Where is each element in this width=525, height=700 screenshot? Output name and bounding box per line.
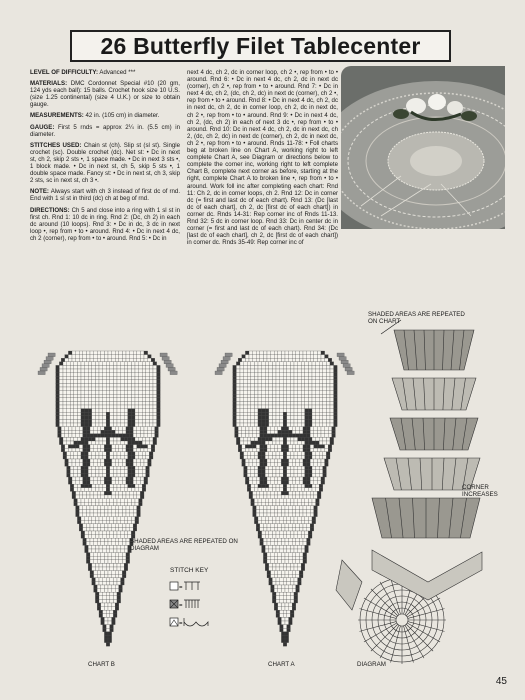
- measurements-value: 42 in. (105 cm) in diameter.: [85, 112, 160, 120]
- stitches-value: Chain st (ch). Slip st (sl st). Single crochet (sc). Double crochet (dc). Net st: • Dc in next st, ch 2, skip 2 sts •, 1 space made. • Dc in next 3 sts •, 1 block made. • Dc in next st, ch 5, skip 5 sts •, 1 double space made. Fancy st: • Dc in next st, ch 3, skip 2 sts, sc in next st, ch 3 •.: [30, 141, 180, 185]
- instructions-column-1: [30, 69, 180, 246]
- stitch-key-symbols: [168, 578, 238, 646]
- materials-label: MATERIALS:: [30, 80, 68, 88]
- note-value: Always start with ch 3 instead of first dc of rnd. End with 1 sl st in third (dc) ch at beg of rnd.: [30, 188, 181, 203]
- shaded-diagram-text: SHADED AREAS ARE REPEATED ON DIAGRAM: [130, 538, 238, 552]
- stitches-paragraph: [30, 142, 180, 185]
- svg-text:=: =: [179, 603, 183, 609]
- photo-tablecenter: [341, 66, 505, 229]
- directions-label: DIRECTIONS:: [30, 206, 70, 214]
- gauge-paragraph: [30, 124, 180, 138]
- chart-a-label: [268, 661, 295, 668]
- stitch-key-text: STITCH KEY: [170, 567, 209, 574]
- note-paragraph: [30, 188, 180, 202]
- stitch-key-label: [170, 567, 208, 574]
- corner-increases-text: CORNER INCREASES: [462, 484, 498, 498]
- svg-text:=: =: [179, 585, 183, 591]
- page-number: 45: [495, 676, 507, 687]
- directions-paragraph: [30, 207, 180, 242]
- level-label: LEVEL OF DIFFICULTY:: [30, 69, 99, 76]
- stitches-label: STITCHES USED:: [30, 141, 82, 149]
- materials-value: DMC Cordonnet Special #10 (20 gm, 124 yds each ball): 15 balls. Crochet hook size 10 U.S. (size 1.25 continental) (size 4 U.K.) or size to obtain gauge.: [30, 80, 180, 109]
- materials-paragraph: [30, 80, 180, 108]
- measurements-paragraph: [30, 112, 180, 119]
- diagram-label: [357, 661, 386, 668]
- measurements-label: MEASUREMENTS:: [30, 112, 84, 120]
- chart-b-label: [88, 661, 115, 668]
- level-value: Advanced ***: [99, 69, 136, 76]
- instructions-column-2: [187, 69, 338, 250]
- directions-value: Ch 5 and close into a ring with 1 sl st in first ch. Rnd 1: 10 dc in ring. Rnd 2: (Dc, ch 2) in each dc around (10 loops). Rnd 3: • Dc in dc, 3 dc in next loop •, rep from • to • around. Rnd 4: • Dc in next 4 dc, ch 2 (corner), rep from • to • around. Rnd 5: • Dc in: [30, 206, 180, 242]
- diagram-text: DIAGRAM: [357, 661, 386, 668]
- shaded-diagram-label: [130, 538, 245, 552]
- gauge-label: GAUGE:: [30, 123, 55, 131]
- shaded-chart-text: SHADED AREAS ARE REPEATED ON CHART: [368, 311, 465, 325]
- directions-continued: next 4 dc, ch 2, dc in corner loop, ch 2 •, rep from • to • around. Rnd 6: • Dc in next 4 dc, ch 2, dc in next dc (corner), ch 2 •, rep from • to • around. Rnd 7: • Dc in next 4 dc, ch 2, (dc, ch 2, dc) in next dc (corner), ch 2 •, rep from • to • around. Rnd 8: • Dc in next 4 dc, ch 2, dc in next dc, ch 2, dc in corner loop, ch 2, dc in next dc, ch 2 •, rep from • to • around. Rnd 9: • Dc in next 4 dc, ch 2, (dc, ch 2) in each of next 3 dc •, rep from • to • around. Rnd 10: Dc in next 4 dc, ch 2, dc in next dc, ch 2, (dc, ch 2, dc) in next dc (corner), ch 2, dc in next dc, ch 2 •, rep from • to • around. Rnds 11-78: • Foll charts beg at broken line on Chart A, working right to left complete Chart A, see Diagram or directions below to complete the corner inc, working right to left complete Chart B, complete next corner as before, starting at the right, complete Chart A to broken line •, rep from • to • around. Work foll inc after completing each chart: Rnd 11: Ch 2, dc in corner loops, ch 2. Rnd 12: Dc in corner dc (= first and last dc of each chart). Rnd 13: (Dc [last dc of each chart], ch 2, dc [first dc of each chart]) in corner dc. Rnds 14-31: Rep corner inc of Rnds 11-13. Rnd 32: 5 dc in corner loop. Rnd 33: Dc in center dc in corner (= first and last dc of each chart). Rnd 34: (Dc [last dc of each chart], ch 2, dc [first dc of each chart]) in corner dc. Rnds 35-49: Rep corner inc of: [187, 69, 338, 247]
- svg-text:=: =: [179, 621, 183, 627]
- title-box: [70, 30, 451, 62]
- note-label: NOTE:: [30, 188, 49, 196]
- page-title: 26 Butterfly Filet Tablecenter: [100, 32, 421, 59]
- chart-b-text: CHART B: [88, 661, 115, 668]
- chart-a-text: CHART A: [268, 661, 295, 668]
- level-paragraph: [30, 69, 180, 76]
- gauge-value: First 5 rnds = approx 2¼ in. (5.5 cm) in diameter.: [30, 123, 180, 138]
- corner-increases-label: [462, 484, 507, 498]
